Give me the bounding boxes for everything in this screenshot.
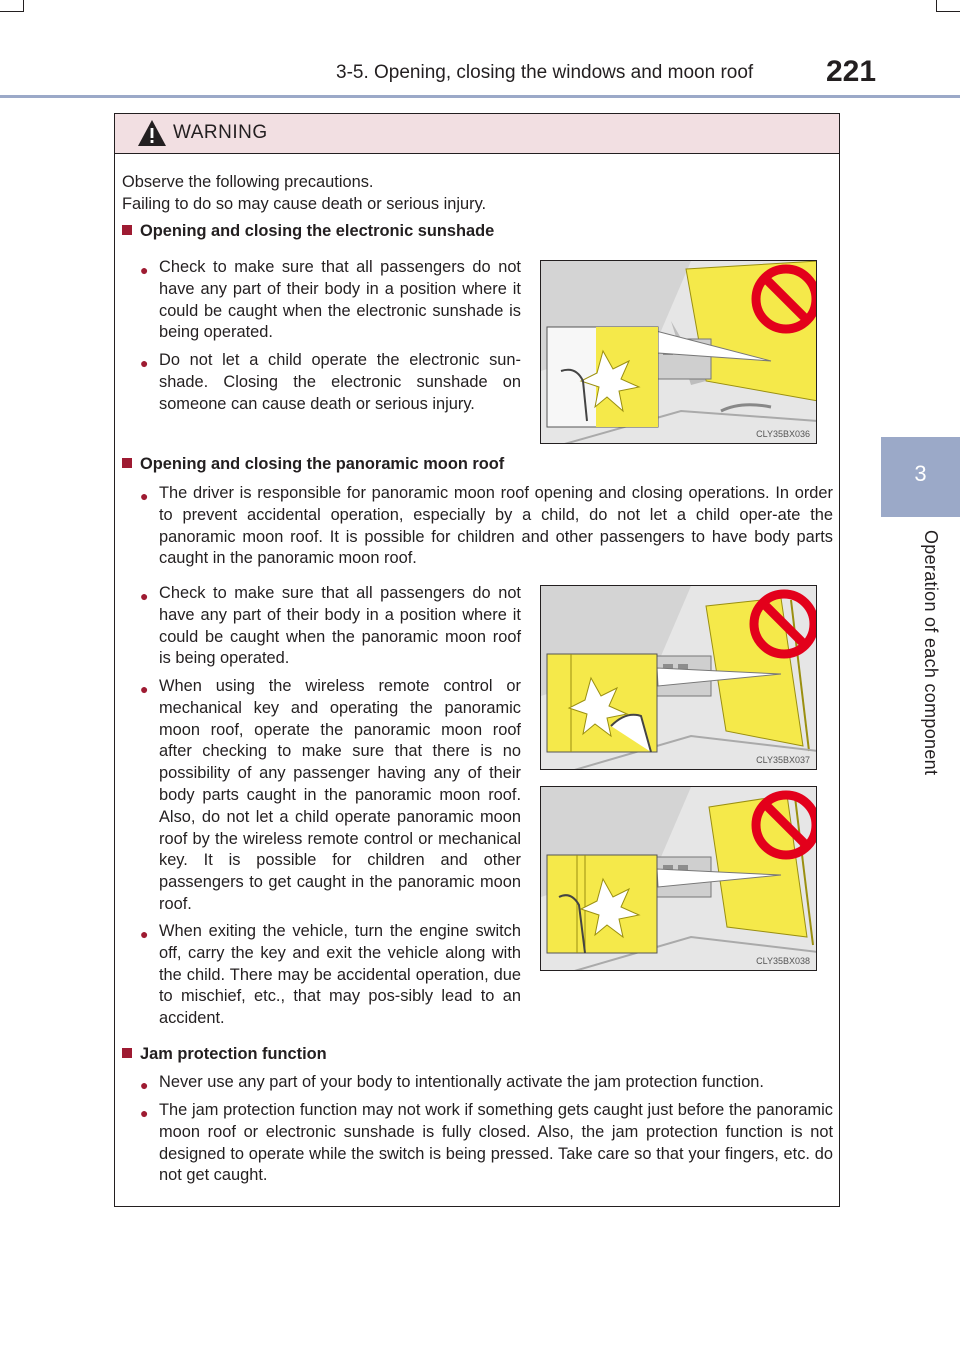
- bullet-text: Check to make sure that all passengers do not have any part of their body in a position where it could be caught when the electronic sunshade is being operated.: [159, 258, 521, 342]
- chapter-title: Operation of each component: [921, 530, 941, 776]
- sunshade-illustration: [541, 261, 817, 444]
- crop-mark: [936, 0, 937, 12]
- warning-title: WARNING: [173, 122, 268, 143]
- bullet-text: When using the wireless remote control or mechanical key and operating the panoramic moon roof, operate the panoramic moon roof after checking to make sure that there is no possibility of any passenger having any of their body parts caught in the panoramic moon roof. Also, do not let a child operate panoramic moon roof by the wireless remote control or mechanical key. It is possible for children and other passengers to get caught in the panoramic moon roof.: [159, 677, 521, 913]
- bullet-icon: ●: [140, 1077, 149, 1093]
- illustration-sunshade: [540, 260, 817, 444]
- bullet-text: When exiting the vehicle, turn the engine switch off, carry the key and exit the vehicle along with the child. There may be accidental operation, due to mischief, etc., that may pos-sibly lead to an accident.: [159, 922, 521, 1028]
- square-bullet-icon: [122, 225, 132, 235]
- figure-code: CLY35BX037: [756, 755, 810, 765]
- bullet-text: Never use any part of your body to intentionally activate the jam protection function.: [159, 1073, 764, 1091]
- figure-code: CLY35BX036: [756, 429, 810, 439]
- crop-mark: [0, 11, 23, 12]
- bullet-text: Do not let a child operate the electronic sun-shade. Closing the electronic sunshade on someone can cause death or serious injury.: [159, 351, 521, 413]
- moon-roof-illustration: [541, 787, 817, 971]
- figure-code: CLY35BX038: [756, 956, 810, 966]
- bullet-text: The driver is responsible for panoramic moon roof opening and closing operations. In order to prevent accidental operation, especially by a child, do not let a child oper-ate the panoramic moon roof. It is possible for children and other passengers to have body parts caught in the panoramic moon roof.: [159, 484, 833, 568]
- bullet-icon: ●: [140, 1105, 149, 1121]
- bullet-icon: ●: [140, 355, 149, 371]
- bullet-icon: ●: [140, 488, 149, 504]
- chapter-number: 3: [914, 461, 927, 486]
- chapter-tab: [881, 437, 960, 517]
- crop-mark: [23, 0, 24, 12]
- bullet-text: Check to make sure that all passengers do not have any part of their body in a position where it could be caught when the panoramic moon roof is being operated.: [159, 584, 521, 668]
- crop-mark: [937, 11, 960, 12]
- warning-intro: Failing to do so may cause death or serious injury.: [122, 195, 487, 213]
- bullet-icon: ●: [140, 262, 149, 278]
- illustration-moon-roof-1: [540, 585, 817, 770]
- illustration-moon-roof-2: [540, 786, 817, 971]
- section-title: 3-5. Opening, closing the windows and moon roof: [336, 62, 754, 83]
- bullet-icon: ●: [140, 926, 149, 942]
- section-heading: Jam protection function: [122, 1045, 327, 1064]
- warning-header: [115, 114, 839, 154]
- warning-triangle-icon: [137, 119, 167, 147]
- bullet-icon: ●: [140, 681, 149, 697]
- square-bullet-icon: [122, 458, 132, 468]
- page-number: 221: [826, 55, 877, 88]
- header-rule: [0, 95, 960, 98]
- section-heading: Opening and closing the electronic sunshade: [122, 222, 494, 241]
- moon-roof-illustration: [541, 586, 817, 770]
- bullet-icon: ●: [140, 588, 149, 604]
- bullet-text: The jam protection function may not work if something gets caught just before the panoramic moon roof or electronic sunshade is fully closed. Also, the jam protection function is not designed to operate while the switch is being pressed. Take care so that your fingers, etc. do not get caught.: [159, 1101, 833, 1185]
- section-heading: Opening and closing the panoramic moon roof: [122, 455, 504, 474]
- square-bullet-icon: [122, 1048, 132, 1058]
- warning-intro: Observe the following precautions.: [122, 173, 374, 191]
